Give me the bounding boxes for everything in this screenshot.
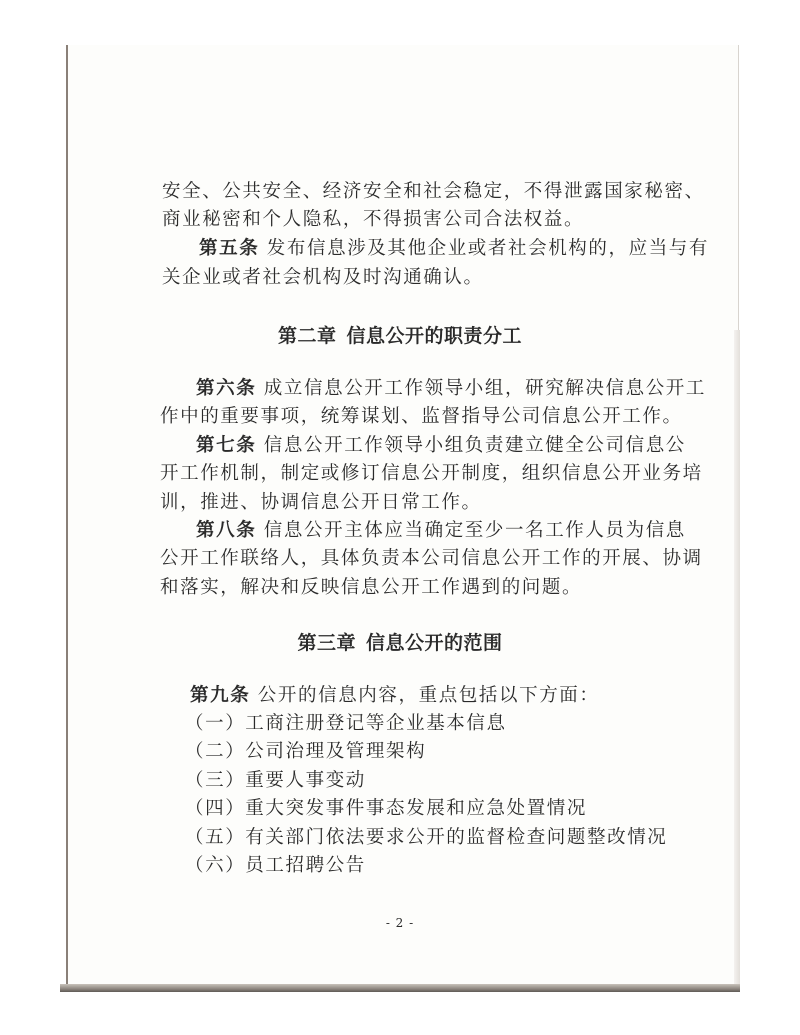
article-9-item-1: （一）工商注册登记等企业基本信息 <box>185 713 507 734</box>
article-6-number: 第六条 <box>196 378 257 399</box>
article-5-text-1: 发布信息涉及其他企业或者社会机构的，应当与有 <box>266 238 709 259</box>
article-6-text-1: 成立信息公开工作领导小组，研究解决信息公开工 <box>263 378 706 399</box>
article-9-item-5: （五）有关部门依法要求公开的监督检查问题整改情况 <box>185 827 668 848</box>
article-8-line-3: 和落实，解决和反映信息公开工作遇到的问题。 <box>160 577 583 598</box>
chapter-3-number: 第三章 <box>297 632 356 654</box>
continuation-line-2: 商业秘密和个人隐私，不得损害公司合法权益。 <box>162 209 585 230</box>
article-5-line-1 <box>199 237 709 261</box>
page-edge-shadow <box>734 330 740 990</box>
article-8-line-2: 公开工作联络人，具体负责本公司信息公开工作的开展、协调 <box>160 548 703 569</box>
chapter-3-heading <box>0 631 800 655</box>
article-9-item-3: （三）重要人事变动 <box>185 770 366 791</box>
chapter-2-heading <box>0 324 800 348</box>
chapter-3-title: 信息公开的范围 <box>366 632 503 654</box>
page-number: - 2 - <box>385 916 415 930</box>
article-8-line-1 <box>196 519 686 543</box>
chapter-2-number: 第二章 <box>277 325 337 347</box>
article-9-item-6: （六）员工招聘公告 <box>185 855 366 876</box>
article-7-text-1: 信息公开工作领导小组负责建立健全公司信息公 <box>263 435 686 456</box>
article-9-item-2: （二）公司治理及管理架构 <box>185 741 427 762</box>
article-5-number: 第五条 <box>199 238 260 259</box>
article-9-intro: 公开的信息内容，重点包括以下方面： <box>257 685 600 706</box>
article-6-line-1 <box>196 377 706 401</box>
article-9-number: 第九条 <box>190 685 251 706</box>
article-8-text-1: 信息公开主体应当确定至少一名工作人员为信息 <box>263 520 686 541</box>
page-bottom-edge <box>60 984 740 992</box>
article-9-line-1 <box>190 684 600 708</box>
article-7-line-2: 开工作机制，制定或修订信息公开制度，组织信息公开业务培 <box>160 463 703 484</box>
article-7-number: 第七条 <box>196 435 257 456</box>
article-6-line-2: 作中的重要事项，统筹谋划、监督指导公司信息公开工作。 <box>160 406 683 427</box>
article-9-item-4: （四）重大突发事件事态发展和应急处置情况 <box>185 798 588 819</box>
article-7-line-1 <box>196 434 686 458</box>
continuation-line-1: 安全、公共安全、经济安全和社会稳定，不得泄露国家秘密、 <box>162 181 705 202</box>
article-7-line-3: 训，推进、协调信息公开日常工作。 <box>160 492 482 513</box>
article-8-number: 第八条 <box>196 520 257 541</box>
chapter-2-title: 信息公开的职责分工 <box>346 325 523 347</box>
article-5-line-2: 关企业或者社会机构及时沟通确认。 <box>162 267 484 288</box>
